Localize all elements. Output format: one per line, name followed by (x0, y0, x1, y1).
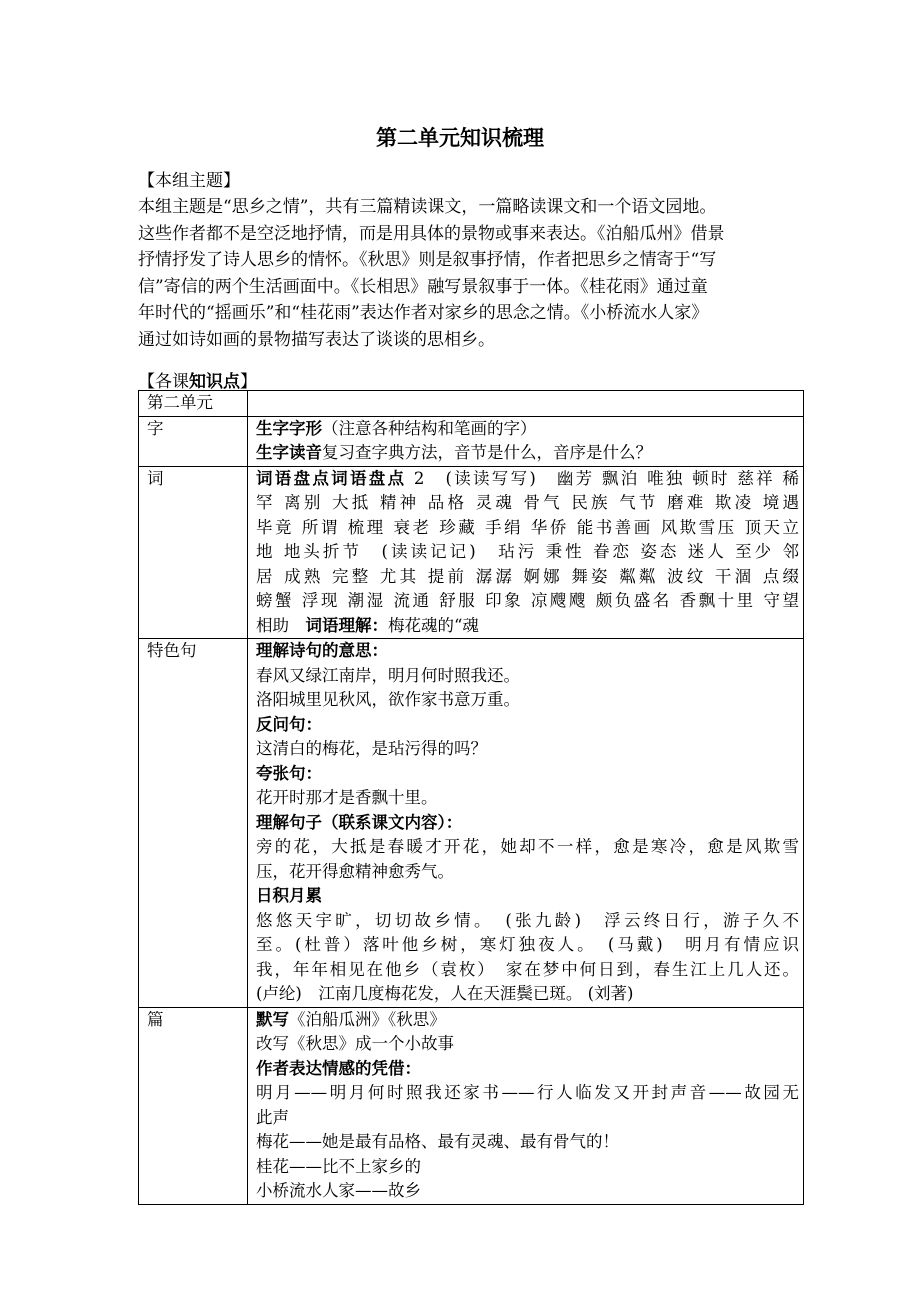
content-line: 桂花——比不上家乡的 (256, 1156, 421, 1176)
intro-paragraph (138, 194, 782, 353)
bold-label: 默写 (256, 1009, 289, 1029)
bold-label: 生字读音 (256, 443, 322, 462)
table-row (139, 639, 804, 1008)
content-line: 旁的花，大抵是春暖才开花，她却不一样，愈是寒冷，愈是风欺雪 (256, 837, 799, 856)
content-line: 至。(杜普）落叶他乡树，寒灯独夜人。 (马戴) 明月有情应识 (256, 935, 799, 954)
content-line: 悠悠天宇旷，切切故乡情。 (张九龄) 浮云终日行，游子久不 (256, 910, 799, 930)
content-line: 居 成熟 完整 尤其 提前 潺潺 婀娜 舞姿 粼粼 波纹 干涸 点缀 (256, 566, 799, 586)
section-suffix: 】 (240, 372, 257, 392)
row-label-zi: 字 (139, 416, 248, 466)
subheading: 反问句： (256, 714, 322, 734)
intro-line: 通过如诗如画的景物描写表达了谈谈的思相乡。 (138, 329, 495, 350)
table-row (139, 416, 804, 466)
content-line: 压，花开得愈精神愈秀气。 (256, 861, 454, 881)
content-line: 罕 离别 大抵 精神 品格 灵魂 骨气 民族 气节 磨难 欺凌 境遇 (256, 493, 799, 512)
content-line: 毕竟 所谓 梳理 衰老 珍藏 手绢 华侨 能书善画 风欺雪压 顶天立 (256, 517, 799, 537)
content-line (256, 417, 799, 442)
content-line (256, 467, 799, 492)
line-text: 2 (读读写写) 幽芳 飘泊 唯独 顿时 慈祥 稀 (406, 468, 800, 488)
section-heading-knowledge (138, 367, 257, 392)
content-line: 地 地头折节 (读读记记) 玷污 秉性 眷恋 姿态 迷人 至少 邻 (256, 542, 799, 561)
header-empty-cell (248, 391, 804, 417)
content-line (256, 1008, 799, 1033)
intro-line: 信”寄信的两个生活画面中。《长相思》融写景叙事于一体。《桂花雨》通过童 (138, 276, 708, 297)
row-label-ju: 特色句 (139, 639, 248, 1008)
line-text: 相助 (256, 615, 306, 635)
header-cell: 第二单元 (139, 391, 248, 417)
table-row (139, 391, 804, 417)
page-title: 第二单元知识梳理 (376, 126, 544, 150)
intro-line: 抒情抒发了诗人思乡的情怀。《秋思》则是叙事抒情，作者把思乡之情寄于“写 (138, 250, 717, 270)
content-line: 明月——明月何时照我还家书——行人临发又开封声音——故园无 (256, 1083, 799, 1102)
line-text: 复习查字典方法，音节是什么，音序是什么？ (322, 443, 652, 462)
content-line: 洛阳城里见秋风，欲作家书意万重。 (256, 690, 520, 709)
subheading: 理解诗句的意思： (256, 641, 388, 660)
content-line (256, 441, 799, 466)
table-row (139, 466, 804, 639)
line-text: 梅花魂的“魂 (388, 615, 479, 635)
row-content-zi (248, 416, 804, 466)
subheading: 日积月累 (256, 886, 322, 905)
content-line: 小桥流水人家——故乡 (256, 1181, 421, 1200)
content-line (256, 614, 799, 639)
bold-label: 生字字形 (256, 418, 322, 438)
content-line: 梅花——她是最有品格、最有灵魂、最有骨气的！ (256, 1132, 619, 1151)
knowledge-table (138, 390, 804, 1205)
content-line: 花开时那才是香飘十里。 (256, 788, 438, 807)
section-prefix: 【各课 (138, 372, 189, 392)
table-row (139, 1007, 804, 1204)
subheading: 作者表达情感的凭借： (256, 1058, 421, 1078)
line-text: 《泊船瓜洲》《秋思》 (289, 1009, 446, 1029)
line-text: （注意各种结构和笔画的字） (322, 418, 537, 438)
intro-line: 这些作者都不是空泛地抒情，而是用具体的景物或事来表达。《泊船瓜州》借景 (138, 223, 725, 244)
content-line: 我，年年相见在他乡（袁枚） 家在梦中何日到，春生江上几人还。 (256, 959, 799, 979)
section-heading-theme: 【本组主题】 (138, 171, 240, 191)
subheading: 理解句子（联系课文内容）： (256, 812, 463, 832)
bold-label: 词语理解： (305, 615, 388, 635)
content-line: 这清白的梅花，是玷污得的吗？ (256, 739, 487, 758)
row-label-ci: 词 (139, 466, 248, 639)
section-bold: 知识点 (189, 372, 240, 392)
content-line: 此声 (256, 1107, 289, 1127)
content-line: 螃蟹 浮现 潮湿 流通 舒服 印象 凉飕飕 颇负盛名 香飘十里 守望 (256, 591, 799, 610)
intro-line: 本组主题是“思乡之情”，共有三篇精读课文，一篇略读课文和一个语文园地。 (138, 197, 717, 217)
content-line: (卢纶) 江南几度梅花发，人在天涯鬓已斑。 (刘著) (256, 984, 634, 1003)
bold-label: 词语盘点词语盘点 (256, 468, 407, 488)
subheading: 夸张句： (256, 763, 322, 783)
row-content-ci (248, 466, 804, 639)
intro-line: 年时代的“摇画乐”和“桂花雨”表达作者对家乡的思念之情。《小桥流水人家》 (138, 303, 709, 323)
row-label-pian: 篇 (139, 1007, 248, 1204)
content-line: 改写《秋思》成一个小故事 (256, 1034, 454, 1053)
content-line: 春风又绿江南岸，明月何时照我还。 (256, 665, 520, 685)
row-content-pian (248, 1007, 804, 1204)
row-content-ju (248, 639, 804, 1008)
